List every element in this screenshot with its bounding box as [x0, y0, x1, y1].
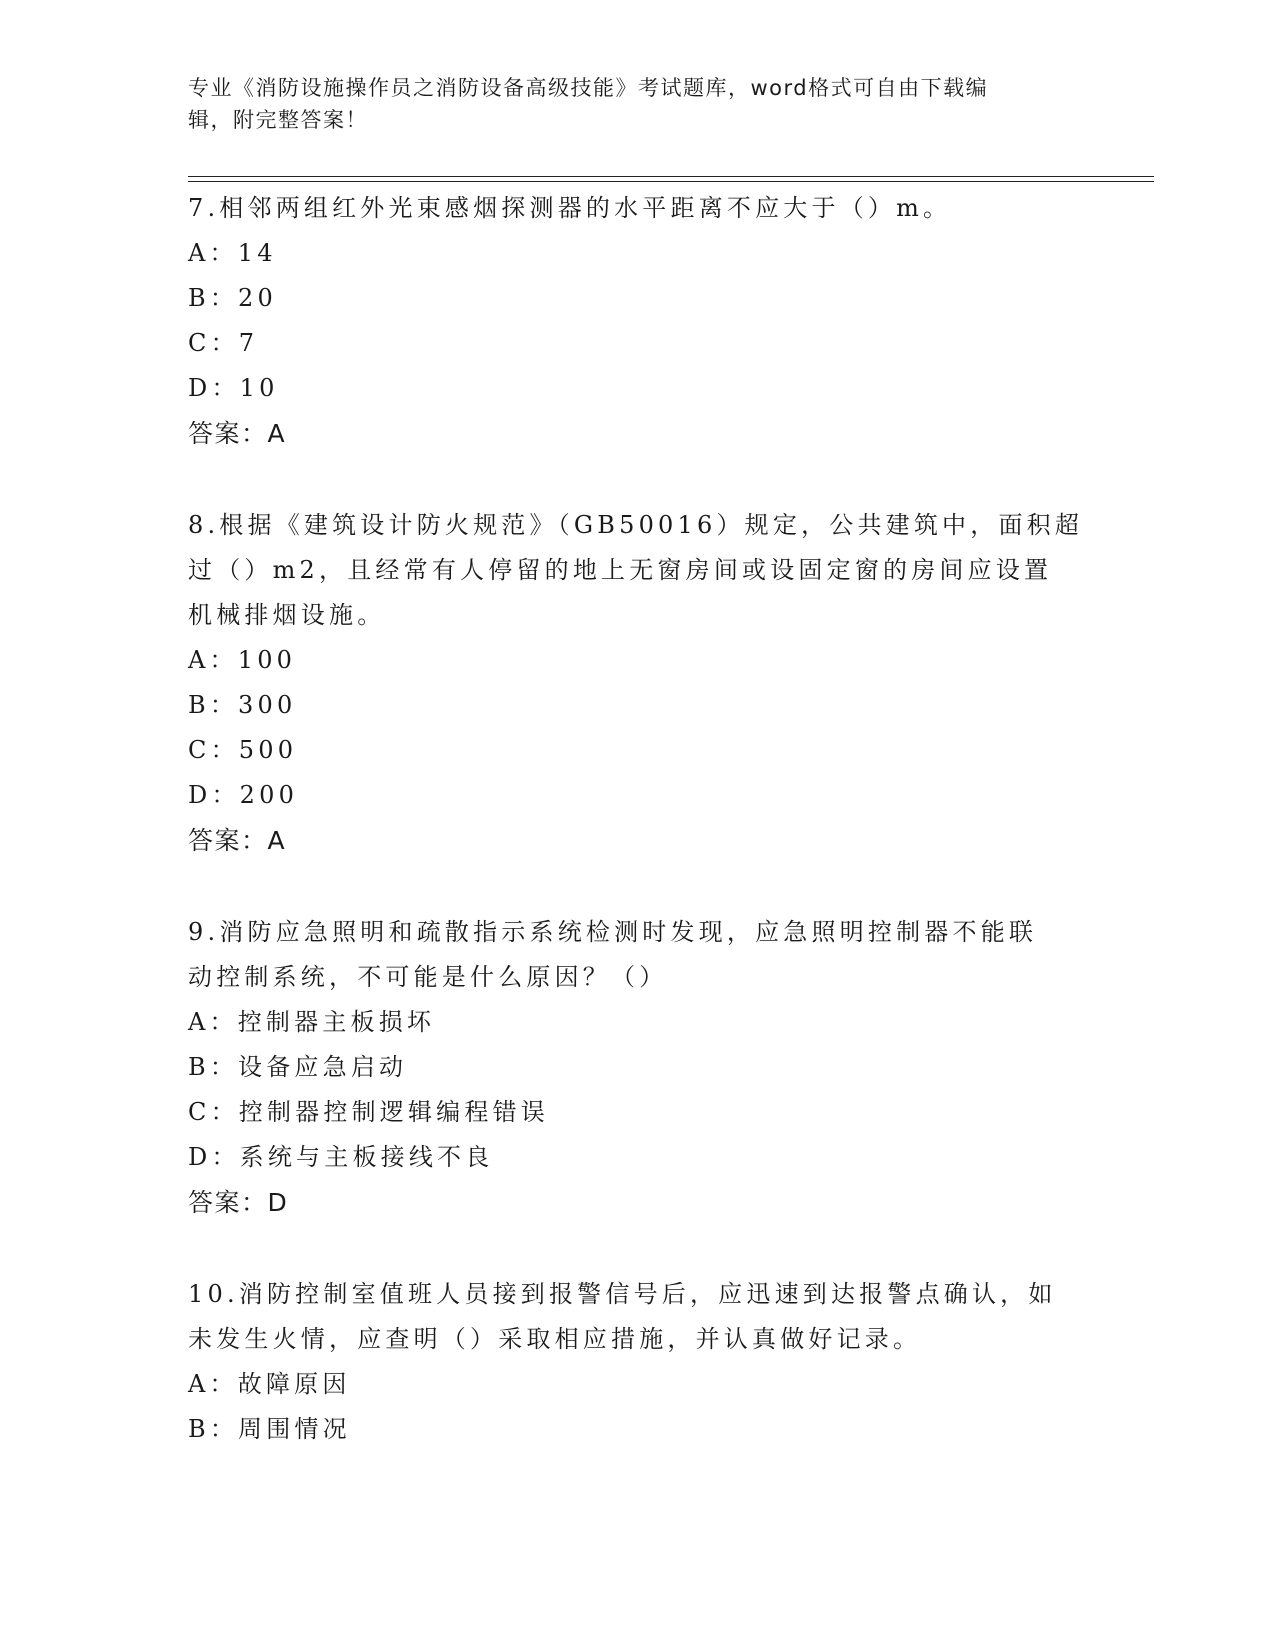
header-divider-top [188, 176, 1154, 177]
answer-text: 答案：A [188, 419, 287, 448]
header-line-2: 辑，附完整答案！ [188, 108, 368, 132]
question-text-line: 过（）m2，且经常有人停留的地上无窗房间或设固定窗的房间应设置 [188, 556, 1053, 584]
option-c: C：500 [188, 736, 298, 764]
question-item-9 [188, 910, 1088, 1225]
question-spacer [188, 456, 1088, 503]
question-list [188, 186, 1088, 1452]
header-line-1: 专业《消防设施操作员之消防设备高级技能》考试题库，word格式可自由下载编 [188, 76, 989, 100]
option-d: D：系统与主板接线不良 [188, 1143, 494, 1171]
header-divider-bottom [188, 181, 1154, 182]
option-d: D：200 [188, 781, 299, 809]
question-text-line: 动控制系统，不可能是什么原因？（） [188, 963, 668, 991]
option-b: B：周围情况 [188, 1415, 351, 1443]
question-text-line: 机械排烟设施。 [188, 601, 386, 629]
answer-text: 答案：D [188, 1188, 289, 1217]
option-d: D：10 [188, 374, 279, 402]
question-item-7 [188, 186, 1088, 456]
option-c: C：控制器控制逻辑编程错误 [188, 1098, 549, 1126]
question-text-line: 未发生火情，应查明（）采取相应措施，并认真做好记录。 [188, 1325, 922, 1353]
question-item-8 [188, 503, 1088, 863]
option-b: B：设备应急启动 [188, 1053, 408, 1081]
option-a: A：14 [188, 239, 277, 267]
option-a: A：故障原因 [188, 1370, 351, 1398]
question-item-10 [188, 1272, 1088, 1452]
question-text-line: 9.消防应急照明和疏散指示系统检测时发现，应急照明控制器不能联 [188, 918, 1038, 946]
document-header [188, 72, 1068, 136]
option-a: A：控制器主板损坏 [188, 1008, 436, 1036]
option-a: A：100 [188, 646, 297, 674]
question-spacer [188, 863, 1088, 910]
answer-text: 答案：A [188, 826, 287, 855]
question-spacer [188, 1225, 1088, 1272]
option-b: B：300 [188, 691, 297, 719]
question-text-line: 7.相邻两组红外光束感烟探测器的水平距离不应大于（）m。 [188, 194, 952, 222]
question-text-line: 8.根据《建筑设计防火规范》（GB50016）规定，公共建筑中，面积超 [188, 511, 1084, 539]
question-text-line: 10.消防控制室值班人员接到报警信号后，应迅速到达报警点确认，如 [188, 1280, 1057, 1308]
option-c: C：7 [188, 329, 259, 357]
option-b: B：20 [188, 284, 277, 312]
